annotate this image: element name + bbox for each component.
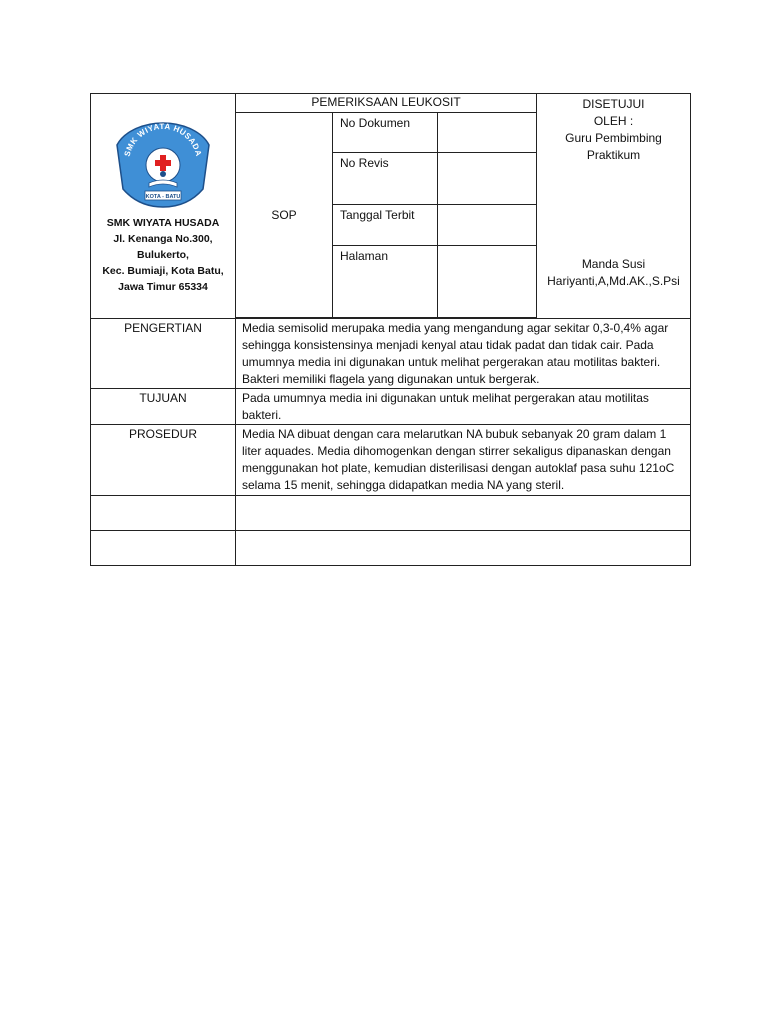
section-text-prosedur: Media NA dibuat dengan cara melarutkan NA bubuk sebanyak 20 gram dalam 1 liter aquades. Media dihomogenkan dengan stirrer sekaligus dipanaskan dengan menggunakan hot plate, kemudian disterilisasi dengan autoklaf pasa suhu 121oC selama 15 menit, sehingga didapatkan media NA yang steril. xyxy=(236,425,691,496)
meta-value-no-revis xyxy=(438,153,537,205)
meta-value-halaman xyxy=(438,246,537,318)
school-name: SMK WIYATA HUSADA xyxy=(106,217,220,229)
sop-document xyxy=(90,93,690,566)
approver-name-2: Hariyanti,A,Md.AK.,S.Psi xyxy=(547,274,680,288)
approver-name-1: Manda Susi xyxy=(581,257,646,271)
meta-label-halaman: Halaman xyxy=(333,246,438,318)
meta-value-tanggal-terbit xyxy=(438,205,537,246)
meta-label-tanggal-terbit: Tanggal Terbit xyxy=(333,205,438,246)
section-label-pengertian: PENGERTIAN xyxy=(91,319,236,389)
approval-line-4: Praktikum xyxy=(586,148,641,162)
meta-value-no-dokumen xyxy=(438,113,537,153)
meta-label-no-dokumen: No Dokumen xyxy=(333,113,438,153)
empty-row-label-2 xyxy=(91,531,236,566)
empty-row-label-1 xyxy=(91,496,236,531)
school-header-cell xyxy=(91,94,236,319)
meta-label-no-revis: No Revis xyxy=(333,153,438,205)
approval-line-1: DISETUJUI xyxy=(582,97,645,111)
section-text-pengertian: Media semisolid merupaka media yang mengandung agar sekitar 0,3-0,4% agar sehingga konsistensinya menjadi kenyal atau tidak padat dan tidak cair. Pada umumnya media ini digunakan untuk melihat pergerakan atau motilitas bakteri. Bakteri memiliki flagela yang digunakan untuk bergerak. xyxy=(236,319,691,389)
empty-row-text-2 xyxy=(236,531,691,566)
address-line-4: Jawa Timur 65334 xyxy=(118,281,208,293)
section-label-prosedur: PROSEDUR xyxy=(91,425,236,496)
approval-cell xyxy=(537,94,691,319)
empty-row-text-1 xyxy=(236,496,691,531)
sop-table xyxy=(90,93,691,566)
address-line-2: Bulukerto, xyxy=(137,249,189,261)
approval-line-2: OLEH : xyxy=(593,114,634,128)
signature-space xyxy=(543,164,684,256)
school-logo xyxy=(111,119,215,209)
approval-line-3: Guru Pembimbing xyxy=(565,131,662,145)
sop-label: SOP xyxy=(236,113,333,318)
address-line-3: Kec. Bumiaji, Kota Batu, xyxy=(102,265,224,277)
logo-text-top: SMK WIYATA HUSADA xyxy=(122,121,204,158)
section-text-tujuan: Pada umumnya media ini digunakan untuk melihat pergerakan atau motilitas bakteri. xyxy=(236,389,691,425)
document-title: PEMERIKSAAN LEUKOSIT xyxy=(236,94,537,113)
address-line-1: Jl. Kenanga No.300, xyxy=(113,233,213,245)
section-label-tujuan: TUJUAN xyxy=(91,389,236,425)
logo-text-bottom: KOTA - BATU xyxy=(145,194,181,200)
